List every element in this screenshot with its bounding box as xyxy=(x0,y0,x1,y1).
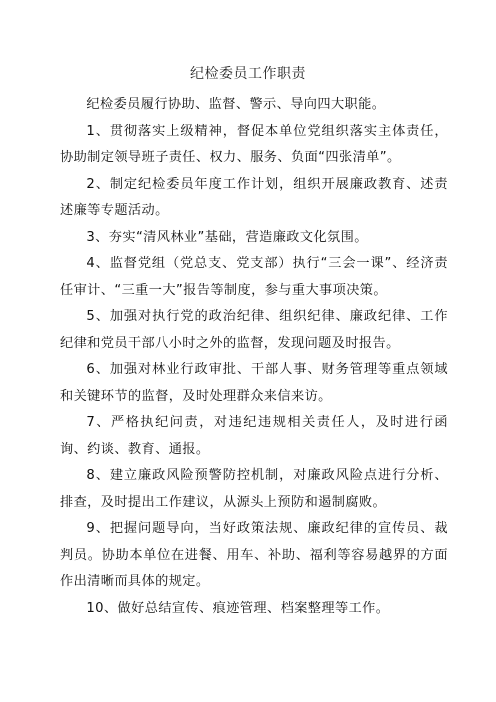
duty-item-10: 10、做好总结宣传、痕迹管理、档案整理等工作。 xyxy=(86,600,390,616)
intro-paragraph: 纪检委员履行协助、监督、警示、导向四大职能。 xyxy=(86,97,386,112)
duty-item-6: 6、加强对林业行政审批、干部人事、财务管理等重点领域和关键环节的监督，及时处理群众来信来访。 xyxy=(60,362,448,404)
duty-item-1: 1、贯彻落实上级精神，督促本单位党组织落实主体责任，协助制定领导班子责任、权力、服务、负面“四张清单”。 xyxy=(60,123,448,165)
duty-item-2: 2、制定纪检委员年度工作计划，组织开展廉政教育、述责述廉等专题活动。 xyxy=(60,176,448,218)
duty-item-7: 7、严格执纪问责，对违纪违规相关责任人，及时进行函询、约谈、教育、通报。 xyxy=(60,415,448,457)
duty-item-9: 9、把握问题导向，当好政策法规、廉政纪律的宣传员、裁判员。协助本单位在进餐、用车、补助、福利等容易越界的方面作出清晰而具体的规定。 xyxy=(60,521,448,589)
duty-item-4: 4、监督党组（党总支、党支部）执行“三会一课”、经济责任审计、“三重一大”报告等制度，参与重大事项决策。 xyxy=(60,256,448,298)
document-body xyxy=(60,92,448,622)
document-title: 纪检委员工作职责 xyxy=(190,66,306,82)
duty-item-8: 8、建立廉政风险预警防控机制，对廉政风险点进行分析、排查，及时提出工作建议，从源头上预防和遏制腐败。 xyxy=(60,468,448,510)
duty-item-5: 5、加强对执行党的政治纪律、组织纪律、廉政纪律、工作纪律和党员干部八小时之外的监督，发现问题及时报告。 xyxy=(60,309,448,351)
duty-item-3: 3、夯实“清风林业”基础，营造廉政文化氛围。 xyxy=(86,229,368,245)
